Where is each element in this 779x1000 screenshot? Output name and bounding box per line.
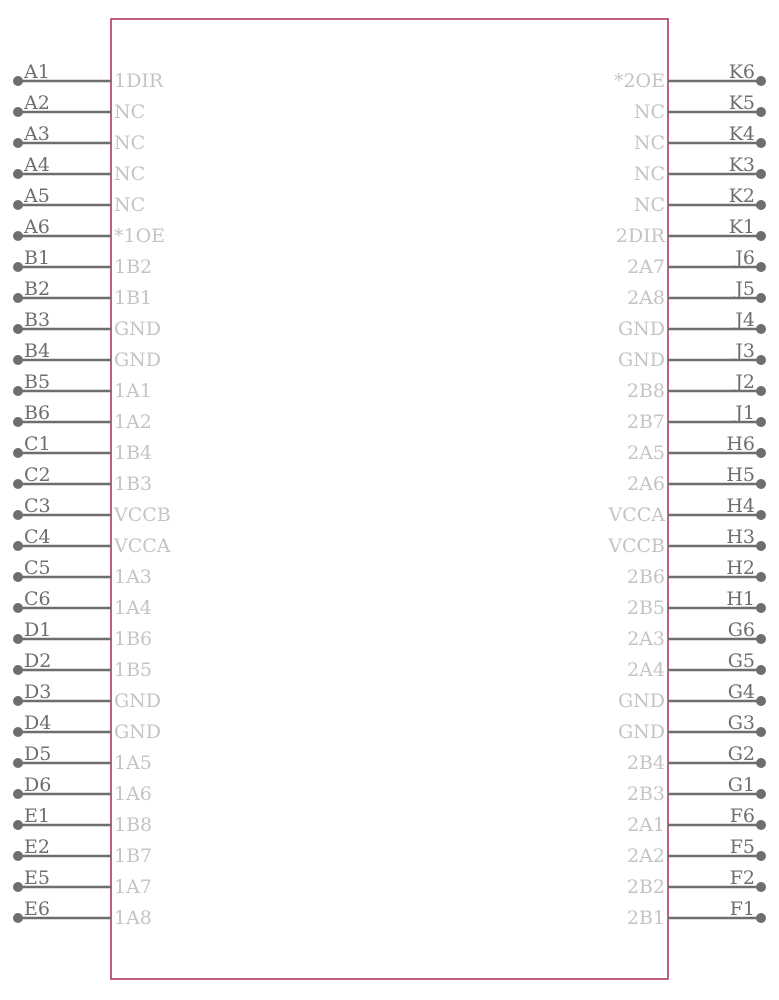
pin-name: 1B5 <box>114 659 153 681</box>
right-pin <box>627 743 766 774</box>
pin-number: A4 <box>24 154 50 176</box>
pin-number: C1 <box>24 433 51 455</box>
right-pin <box>607 495 766 526</box>
pin-name: VCCB <box>608 535 665 557</box>
pin-name: 2B4 <box>626 752 665 774</box>
pin-number: G3 <box>727 712 755 734</box>
pin-end-dot <box>756 479 766 489</box>
pin-end-dot <box>13 510 23 520</box>
pin-name: NC <box>633 101 665 123</box>
pin-end-dot <box>13 169 23 179</box>
left-pin <box>13 123 145 154</box>
pin-number: D2 <box>24 650 52 672</box>
pin-number: C2 <box>24 464 51 486</box>
pin-number: H1 <box>726 588 755 610</box>
pin-name: NC <box>114 132 146 154</box>
pin-end-dot <box>13 324 23 334</box>
pin-end-dot <box>13 882 23 892</box>
pin-end-dot <box>756 138 766 148</box>
pin-end-dot <box>756 696 766 706</box>
pin-end-dot <box>756 324 766 334</box>
pin-end-dot <box>756 293 766 303</box>
pin-name: 2A8 <box>627 287 665 309</box>
pin-name: *2OE <box>613 70 665 92</box>
pin-name: NC <box>114 101 146 123</box>
left-pin <box>13 557 152 588</box>
pin-number: A5 <box>24 185 50 207</box>
pin-end-dot <box>13 355 23 365</box>
pin-name: 2A3 <box>627 628 665 650</box>
pin-name: 2B1 <box>626 907 665 929</box>
right-pin <box>634 92 766 123</box>
pin-end-dot <box>13 541 23 551</box>
right-pin <box>627 805 766 836</box>
left-pin <box>13 774 152 805</box>
pin-number: H6 <box>726 433 755 455</box>
right-pin <box>627 898 766 929</box>
pin-end-dot <box>756 448 766 458</box>
pin-end-dot <box>13 572 23 582</box>
pin-name: 2B6 <box>626 566 665 588</box>
pin-number: A6 <box>24 216 50 238</box>
pin-number: G4 <box>727 681 755 703</box>
right-pin <box>607 526 766 557</box>
left-pin <box>13 867 152 898</box>
pin-name: 1A6 <box>114 783 152 805</box>
pin-number: E1 <box>24 805 50 827</box>
pin-number: K3 <box>728 154 755 176</box>
right-pin <box>627 774 766 805</box>
pin-number: D1 <box>24 619 52 641</box>
left-pin <box>13 650 152 681</box>
pin-number: H5 <box>726 464 755 486</box>
pin-end-dot <box>756 603 766 613</box>
pin-end-dot <box>756 355 766 365</box>
pin-number: K4 <box>728 123 755 145</box>
pin-number: K5 <box>728 92 755 114</box>
pin-number: H2 <box>726 557 755 579</box>
pin-number: F1 <box>729 898 755 920</box>
pin-end-dot <box>756 386 766 396</box>
pin-name: 1B3 <box>114 473 153 495</box>
pin-end-dot <box>756 789 766 799</box>
pin-end-dot <box>13 386 23 396</box>
pin-name: VCCA <box>114 535 171 557</box>
pin-number: G5 <box>727 650 755 672</box>
pin-name: 1DIR <box>114 70 164 92</box>
left-pin <box>13 836 152 867</box>
left-pin <box>13 371 152 402</box>
pin-end-dot <box>13 789 23 799</box>
left-pin <box>13 154 145 185</box>
pin-number: E6 <box>24 898 50 920</box>
pin-end-dot <box>756 417 766 427</box>
pin-end-dot <box>756 572 766 582</box>
pin-name: 1A4 <box>114 597 152 619</box>
pin-number: E5 <box>24 867 50 889</box>
component-body <box>111 19 668 979</box>
left-pin <box>13 743 152 774</box>
pin-number: J6 <box>735 247 755 269</box>
pin-name: 1A5 <box>114 752 152 774</box>
pin-name: GND <box>114 690 162 712</box>
pin-name: 2A5 <box>627 442 665 464</box>
pin-number: H3 <box>726 526 755 548</box>
pin-number: J4 <box>735 309 755 331</box>
pin-name: NC <box>633 163 665 185</box>
pin-number: B5 <box>24 371 51 393</box>
pin-number: C4 <box>24 526 51 548</box>
left-pin <box>13 402 152 433</box>
left-pin <box>13 464 152 495</box>
pin-end-dot <box>13 696 23 706</box>
pin-name: 2A1 <box>627 814 665 836</box>
pin-end-dot <box>13 820 23 830</box>
pin-name: 1B4 <box>114 442 153 464</box>
pin-name: GND <box>114 318 162 340</box>
right-pin <box>618 712 766 743</box>
pin-name: 1B1 <box>114 287 153 309</box>
pin-name: 2A7 <box>627 256 665 278</box>
pin-end-dot <box>756 727 766 737</box>
pin-name: 1A2 <box>114 411 152 433</box>
pin-number: G2 <box>727 743 755 765</box>
pin-end-dot <box>13 448 23 458</box>
right-pin <box>627 278 766 309</box>
pin-number: A1 <box>24 61 50 83</box>
left-pin <box>13 185 145 216</box>
right-pin <box>614 61 766 92</box>
pin-number: J3 <box>735 340 755 362</box>
right-pin <box>616 216 766 247</box>
pin-name: GND <box>617 318 665 340</box>
pin-number: H4 <box>726 495 755 517</box>
pin-name: 2B2 <box>626 876 665 898</box>
pin-number: B1 <box>24 247 51 269</box>
pin-end-dot <box>13 262 23 272</box>
pin-end-dot <box>13 851 23 861</box>
pin-name: 1B8 <box>114 814 153 836</box>
pin-end-dot <box>756 634 766 644</box>
pin-name: 2A6 <box>627 473 665 495</box>
pin-end-dot <box>13 758 23 768</box>
left-pin <box>13 61 164 92</box>
pin-number: K1 <box>728 216 755 238</box>
pin-number: B4 <box>24 340 51 362</box>
pin-name: 2B7 <box>626 411 665 433</box>
pin-end-dot <box>756 882 766 892</box>
left-pin <box>13 309 161 340</box>
right-pin <box>627 557 766 588</box>
right-pin <box>634 154 766 185</box>
left-pin <box>13 805 152 836</box>
right-pin <box>627 433 766 464</box>
pin-name: *1OE <box>114 225 166 247</box>
pin-end-dot <box>756 820 766 830</box>
pin-name: 1A3 <box>114 566 152 588</box>
left-pin <box>13 433 152 464</box>
right-pin <box>634 185 766 216</box>
pin-end-dot <box>756 510 766 520</box>
left-pin <box>13 588 152 619</box>
pin-end-dot <box>13 293 23 303</box>
pin-end-dot <box>756 851 766 861</box>
pin-name: 2DIR <box>615 225 665 247</box>
pin-end-dot <box>756 76 766 86</box>
left-pin <box>13 278 152 309</box>
pin-name: VCCA <box>608 504 665 526</box>
pin-end-dot <box>756 169 766 179</box>
right-pin-group <box>607 61 766 929</box>
pin-name: NC <box>633 194 665 216</box>
pin-end-dot <box>13 913 23 923</box>
pin-number: K6 <box>728 61 755 83</box>
right-pin <box>627 402 766 433</box>
pin-name: 2A2 <box>627 845 665 867</box>
pin-name: VCCB <box>114 504 171 526</box>
pin-name: 1B6 <box>114 628 153 650</box>
right-pin <box>627 650 766 681</box>
left-pin <box>13 526 171 557</box>
left-pin <box>13 898 152 929</box>
right-pin <box>618 309 766 340</box>
right-pin <box>627 371 766 402</box>
pin-end-dot <box>756 231 766 241</box>
pin-end-dot <box>13 200 23 210</box>
pin-name: GND <box>617 721 665 743</box>
pin-number: A2 <box>24 92 50 114</box>
pin-number: G1 <box>727 774 755 796</box>
pin-name: GND <box>617 349 665 371</box>
pin-end-dot <box>13 479 23 489</box>
pin-name: 1B7 <box>114 845 153 867</box>
right-pin <box>627 619 766 650</box>
pin-number: F2 <box>729 867 755 889</box>
pin-number: B6 <box>24 402 51 424</box>
left-pin <box>13 92 145 123</box>
pin-end-dot <box>756 913 766 923</box>
pin-end-dot <box>13 417 23 427</box>
left-pin <box>13 247 152 278</box>
left-pin <box>13 681 161 712</box>
pin-name: 2A4 <box>627 659 665 681</box>
pin-end-dot <box>13 76 23 86</box>
pin-end-dot <box>13 107 23 117</box>
left-pin <box>13 712 161 743</box>
pin-name: 1B2 <box>114 256 153 278</box>
left-pin <box>13 619 152 650</box>
pin-end-dot <box>756 262 766 272</box>
left-pin <box>13 495 171 526</box>
pin-number: D6 <box>24 774 52 796</box>
pin-number: D5 <box>24 743 52 765</box>
left-pin <box>13 216 165 247</box>
left-pin <box>13 340 161 371</box>
pin-end-dot <box>13 727 23 737</box>
pin-end-dot <box>756 541 766 551</box>
pin-name: 1A7 <box>114 876 152 898</box>
pin-name: 1A1 <box>114 380 152 402</box>
pin-end-dot <box>756 200 766 210</box>
pin-name: GND <box>114 721 162 743</box>
pin-name: NC <box>633 132 665 154</box>
pin-number: B3 <box>24 309 51 331</box>
pin-end-dot <box>13 665 23 675</box>
pin-name: NC <box>114 163 146 185</box>
pin-name: 2B8 <box>626 380 665 402</box>
pin-number: J5 <box>735 278 755 300</box>
pin-number: C3 <box>24 495 51 517</box>
pin-name: 2B3 <box>626 783 665 805</box>
pin-number: B2 <box>24 278 51 300</box>
pin-number: J2 <box>735 371 755 393</box>
pin-number: C6 <box>24 588 51 610</box>
pin-name: NC <box>114 194 146 216</box>
right-pin <box>618 681 766 712</box>
pin-end-dot <box>13 603 23 613</box>
pin-number: E2 <box>24 836 50 858</box>
pin-number: J1 <box>735 402 755 424</box>
pin-number: G6 <box>727 619 755 641</box>
right-pin <box>634 123 766 154</box>
left-pin-group <box>13 61 171 929</box>
pin-number: D3 <box>24 681 52 703</box>
right-pin <box>627 588 766 619</box>
pin-number: C5 <box>24 557 51 579</box>
pin-end-dot <box>756 665 766 675</box>
right-pin <box>627 867 766 898</box>
pin-number: F5 <box>729 836 755 858</box>
pin-number: D4 <box>24 712 52 734</box>
pin-name: 1A8 <box>114 907 152 929</box>
pin-name: 2B5 <box>626 597 665 619</box>
pin-number: F6 <box>729 805 755 827</box>
pin-name: GND <box>617 690 665 712</box>
pin-end-dot <box>13 231 23 241</box>
pin-end-dot <box>13 634 23 644</box>
pin-number: K2 <box>728 185 755 207</box>
right-pin <box>627 247 766 278</box>
right-pin <box>627 464 766 495</box>
pin-end-dot <box>756 758 766 768</box>
pin-number: A3 <box>24 123 50 145</box>
pin-end-dot <box>756 107 766 117</box>
right-pin <box>627 836 766 867</box>
pin-name: GND <box>114 349 162 371</box>
right-pin <box>618 340 766 371</box>
pin-end-dot <box>13 138 23 148</box>
